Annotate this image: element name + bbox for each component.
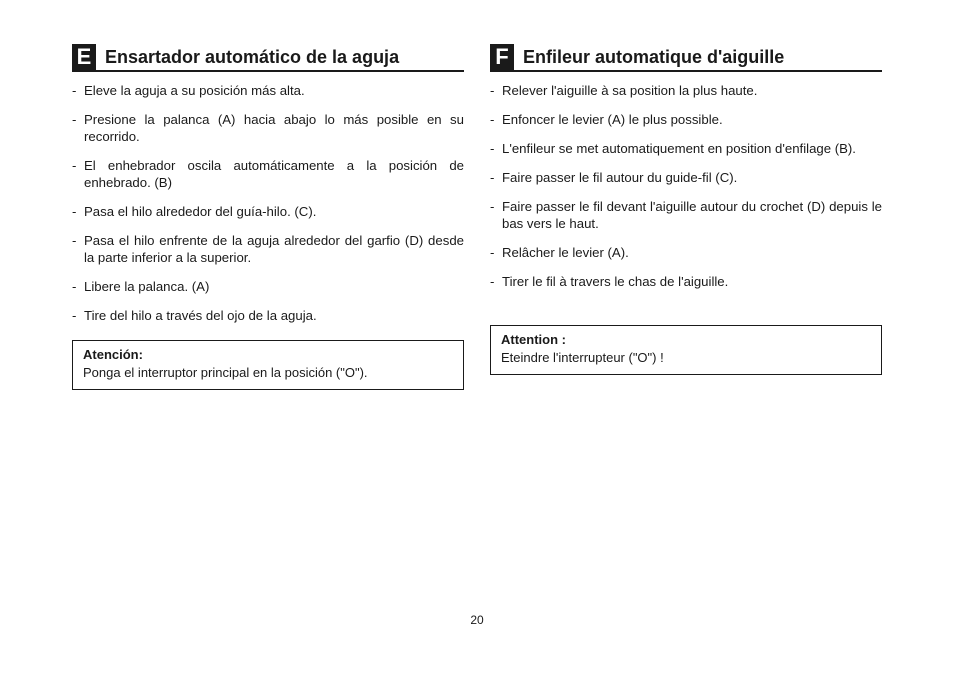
section-header <box>72 44 464 72</box>
list-item <box>72 232 464 266</box>
list-dash: - <box>72 204 77 219</box>
attention-title: Atención: <box>83 347 143 362</box>
attention-box <box>72 340 464 390</box>
list-item-text: Eleve la aguja a su posición más alta. <box>84 83 305 98</box>
list-item <box>72 82 464 99</box>
list-item-text: L'enfileur se met automatiquement en position d'enfilage (B). <box>502 141 856 156</box>
list-dash: - <box>72 279 77 294</box>
section-french <box>490 44 882 375</box>
instruction-list <box>72 82 464 324</box>
attention-text: Ponga el interruptor principal en la posición ("O"). <box>83 365 368 380</box>
section-header <box>490 44 882 72</box>
list-item <box>490 169 882 186</box>
list-dash: - <box>490 245 495 260</box>
instruction-list <box>490 82 882 290</box>
list-item <box>490 111 882 128</box>
list-dash: - <box>490 274 495 289</box>
list-item-text: Presione la palanca (A) hacia abajo lo más posible en su recorrido. <box>84 112 464 144</box>
language-badge: F <box>490 44 514 70</box>
list-item <box>72 278 464 295</box>
list-item-text: Pasa el hilo enfrente de la aguja alrededor del garfio (D) desde la parte inferior a la superior. <box>84 233 464 265</box>
page-number: 20 <box>470 613 484 627</box>
list-item-text: El enhebrador oscila automáticamente a la posición de enhebrado. (B) <box>84 158 464 190</box>
list-item-text: Enfoncer le levier (A) le plus possible. <box>502 112 723 127</box>
list-item <box>490 198 882 232</box>
language-badge: E <box>72 44 96 70</box>
list-item <box>490 244 882 261</box>
attention-box <box>490 325 882 375</box>
list-item <box>72 307 464 324</box>
list-dash: - <box>72 233 77 248</box>
list-dash: - <box>72 83 77 98</box>
list-dash: - <box>490 83 495 98</box>
list-item <box>490 82 882 99</box>
list-item <box>72 203 464 220</box>
section-title: Ensartador automático de la aguja <box>105 47 400 67</box>
list-item-text: Tire del hilo a través del ojo de la aguja. <box>84 308 317 323</box>
list-item <box>490 273 882 290</box>
list-item <box>72 111 464 145</box>
list-item-text: Faire passer le fil autour du guide-fil (C). <box>502 170 738 185</box>
attention-text: Eteindre l'interrupteur ("O") ! <box>501 350 664 365</box>
list-item-text: Relâcher le levier (A). <box>502 245 629 260</box>
list-item-text: Pasa el hilo alrededor del guía-hilo. (C). <box>84 204 317 219</box>
list-item-text: Faire passer le fil devant l'aiguille autour du crochet (D) depuis le bas vers le haut. <box>502 199 882 231</box>
list-item <box>72 157 464 191</box>
attention-title: Attention : <box>501 332 566 347</box>
list-dash: - <box>72 112 77 127</box>
list-dash: - <box>72 158 77 173</box>
list-item <box>490 140 882 157</box>
list-dash: - <box>490 199 495 214</box>
list-item-text: Libere la palanca. (A) <box>84 279 210 294</box>
list-dash: - <box>490 141 495 156</box>
list-dash: - <box>490 170 495 185</box>
list-item-text: Relever l'aiguille à sa position la plus haute. <box>502 83 758 98</box>
section-spanish <box>72 44 464 390</box>
section-title: Enfileur automatique d'aiguille <box>523 47 785 67</box>
list-item-text: Tirer le fil à travers le chas de l'aiguille. <box>502 274 729 289</box>
list-dash: - <box>72 308 77 323</box>
list-dash: - <box>490 112 495 127</box>
